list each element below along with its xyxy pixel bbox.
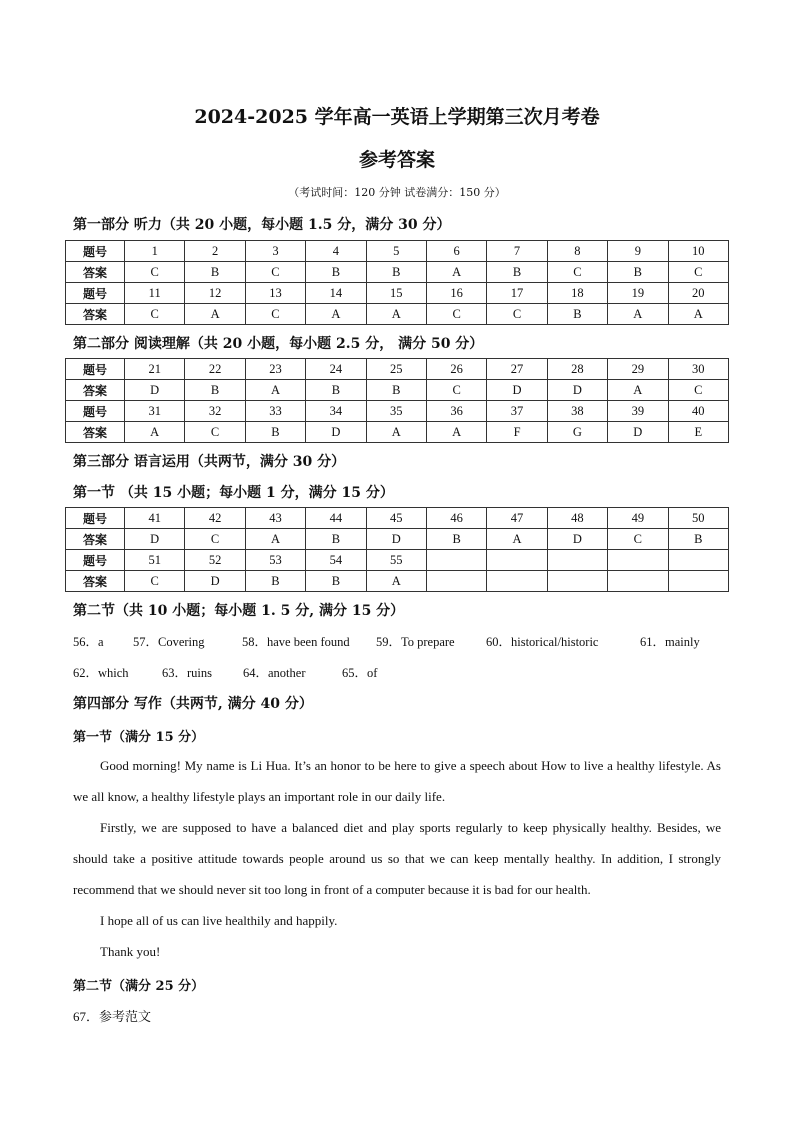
answer-cell: F (487, 422, 547, 443)
answer-58: 58．have been found (242, 635, 350, 649)
answer-cell (668, 571, 728, 592)
answer-cell: C (426, 380, 486, 401)
answer-65: 65．of (342, 666, 378, 680)
answer-cell: D (125, 529, 185, 550)
question-number-cell: 53 (245, 550, 305, 571)
part1-heading: 第一部分 听力（共 20 小题，每小题 1.5 分，满分 30 分） (73, 217, 451, 233)
answer-57: 57．Covering (133, 635, 205, 649)
table-row (66, 422, 729, 443)
question-number-cell: 50 (668, 508, 728, 529)
answer-cell (487, 571, 547, 592)
question-number-cell: 3 (245, 241, 305, 262)
answer-cell: C (608, 529, 668, 550)
answer-cell: B (245, 571, 305, 592)
answer-cell: D (185, 571, 245, 592)
question-number-cell: 16 (426, 283, 486, 304)
row-label-answer: 答案 (66, 422, 125, 443)
answer-62: 62．which (73, 666, 129, 680)
part4-section2-heading: 第二节（满分 25 分） (73, 979, 205, 994)
table-row (66, 241, 729, 262)
answer-cell: C (125, 304, 185, 325)
question-number-cell: 40 (668, 401, 728, 422)
table-row (66, 283, 729, 304)
answer-cell: B (306, 380, 366, 401)
answer-cell: B (426, 529, 486, 550)
answer-59: 59．To prepare (376, 635, 455, 649)
question-number-cell: 10 (668, 241, 728, 262)
table-row (66, 380, 729, 401)
answer-cell (547, 571, 607, 592)
question-number-cell: 30 (668, 359, 728, 380)
question-number-cell: 37 (487, 401, 547, 422)
question-number-cell: 46 (426, 508, 486, 529)
answer-cell: C (668, 380, 728, 401)
answer-56: 56．a (73, 635, 104, 649)
question-number-cell (547, 550, 607, 571)
part2-answer-table (65, 358, 729, 443)
question-number-cell: 47 (487, 508, 547, 529)
question-number-cell: 42 (185, 508, 245, 529)
part4-heading: 第四部分 写作（共两节, 满分 40 分） (73, 696, 313, 712)
answer-cell: A (185, 304, 245, 325)
item-67-label: 67．参考范文 (73, 1009, 152, 1024)
row-label-question-number: 题号 (66, 550, 125, 571)
question-number-cell: 33 (245, 401, 305, 422)
answer-cell: A (245, 380, 305, 401)
answer-cell: D (125, 380, 185, 401)
part3-answer-table (65, 507, 729, 592)
question-number-cell: 26 (426, 359, 486, 380)
answer-cell: C (426, 304, 486, 325)
question-number-cell: 12 (185, 283, 245, 304)
question-number-cell: 9 (608, 241, 668, 262)
answer-cell: C (487, 304, 547, 325)
answer-cell: B (245, 422, 305, 443)
answer-cell: C (185, 422, 245, 443)
question-number-cell: 25 (366, 359, 426, 380)
question-number-cell: 23 (245, 359, 305, 380)
answer-cell: A (366, 422, 426, 443)
question-number-cell: 7 (487, 241, 547, 262)
essay-paragraph: Good morning! My name is Li Hua. It’s an honor to be here to give a speech about How to live a healthy lifestyle. As we all know, a healthy lifestyle plays an important role in our daily life. (73, 758, 721, 804)
answer-cell: B (306, 529, 366, 550)
table-row (66, 529, 729, 550)
answer-cell: A (608, 304, 668, 325)
row-label-answer: 答案 (66, 380, 125, 401)
row-label-answer: 答案 (66, 529, 125, 550)
answer-cell: C (185, 529, 245, 550)
part3-section1-heading: 第一节 （共 15 小题；每小题 1 分，满分 15 分） (73, 485, 394, 501)
answer-cell: C (547, 262, 607, 283)
part3-heading: 第三部分 语言运用（共两节，满分 30 分） (73, 454, 346, 470)
answer-cell: B (185, 262, 245, 283)
answer-cell: A (668, 304, 728, 325)
question-number-cell: 22 (185, 359, 245, 380)
question-number-cell: 24 (306, 359, 366, 380)
answer-cell: E (668, 422, 728, 443)
answer-cell: D (547, 380, 607, 401)
question-number-cell: 31 (125, 401, 185, 422)
row-label-question-number: 题号 (66, 508, 125, 529)
question-number-cell: 8 (547, 241, 607, 262)
answer-cell: A (245, 529, 305, 550)
question-number-cell: 19 (608, 283, 668, 304)
answer-cell: D (487, 380, 547, 401)
question-number-cell: 43 (245, 508, 305, 529)
table-row (66, 508, 729, 529)
question-number-cell: 18 (547, 283, 607, 304)
answer-cell: D (608, 422, 668, 443)
exam-info: （考试时间：120 分钟 试卷满分：150 分） (288, 186, 506, 199)
essay (73, 750, 721, 967)
page-title: 2024-2025 学年高一英语上学期第三次月考卷 (194, 106, 600, 128)
table-row (66, 304, 729, 325)
question-number-cell: 5 (366, 241, 426, 262)
answer-cell: C (668, 262, 728, 283)
table-row (66, 401, 729, 422)
answer-cell: A (306, 304, 366, 325)
answer-cell: B (366, 262, 426, 283)
question-number-cell: 45 (366, 508, 426, 529)
answer-cell: C (125, 571, 185, 592)
page-subtitle: 参考答案 (358, 149, 435, 171)
answer-63: 63．ruins (162, 666, 213, 680)
question-number-cell: 48 (547, 508, 607, 529)
question-number-cell: 28 (547, 359, 607, 380)
table-row (66, 359, 729, 380)
question-number-cell: 52 (185, 550, 245, 571)
question-number-cell: 32 (185, 401, 245, 422)
question-number-cell (608, 550, 668, 571)
question-number-cell: 15 (366, 283, 426, 304)
answer-cell: D (306, 422, 366, 443)
question-number-cell: 13 (245, 283, 305, 304)
question-number-cell: 17 (487, 283, 547, 304)
question-number-cell (426, 550, 486, 571)
answer-cell: C (125, 262, 185, 283)
question-number-cell: 34 (306, 401, 366, 422)
answer-cell: A (125, 422, 185, 443)
answer-60: 60．historical/historic (486, 635, 599, 649)
question-number-cell: 51 (125, 550, 185, 571)
table-row (66, 262, 729, 283)
answer-cell: A (608, 380, 668, 401)
answer-cell: B (668, 529, 728, 550)
answer-cell: A (487, 529, 547, 550)
answer-cell: D (366, 529, 426, 550)
essay-paragraph: I hope all of us can live healthily and happily. (100, 913, 338, 928)
row-label-answer: 答案 (66, 304, 125, 325)
question-number-cell: 21 (125, 359, 185, 380)
answer-cell: B (547, 304, 607, 325)
question-number-cell: 27 (487, 359, 547, 380)
question-number-cell: 29 (608, 359, 668, 380)
answer-cell: B (608, 262, 668, 283)
table-row (66, 550, 729, 571)
question-number-cell: 38 (547, 401, 607, 422)
answer-cell: G (547, 422, 607, 443)
part1-answer-table (65, 240, 729, 325)
answer-61: 61．mainly (640, 635, 700, 649)
answer-cell: B (185, 380, 245, 401)
question-number-cell: 44 (306, 508, 366, 529)
question-number-cell: 11 (125, 283, 185, 304)
row-label-question-number: 题号 (66, 283, 125, 304)
row-label-question-number: 题号 (66, 359, 125, 380)
row-label-question-number: 题号 (66, 241, 125, 262)
answer-64: 64．another (243, 666, 306, 680)
part4-section1-heading: 第一节（满分 15 分） (73, 730, 205, 745)
row-label-answer: 答案 (66, 571, 125, 592)
question-number-cell: 14 (306, 283, 366, 304)
question-number-cell: 49 (608, 508, 668, 529)
question-number-cell: 2 (185, 241, 245, 262)
answer-cell: C (245, 262, 305, 283)
question-number-cell: 41 (125, 508, 185, 529)
question-number-cell: 20 (668, 283, 728, 304)
question-number-cell: 35 (366, 401, 426, 422)
answer-cell: A (366, 571, 426, 592)
table-row (66, 571, 729, 592)
question-number-cell: 39 (608, 401, 668, 422)
answer-cell: A (426, 262, 486, 283)
question-number-cell: 6 (426, 241, 486, 262)
question-number-cell (668, 550, 728, 571)
answer-cell: B (306, 571, 366, 592)
answer-cell: A (366, 304, 426, 325)
answer-cell: A (426, 422, 486, 443)
question-number-cell: 4 (306, 241, 366, 262)
answer-cell: D (547, 529, 607, 550)
question-number-cell (487, 550, 547, 571)
part2-heading: 第二部分 阅读理解（共 20 小题，每小题 2.5 分， 满分 50 分） (73, 336, 484, 352)
essay-paragraph: Firstly, we are supposed to have a balanced diet and play sports regularly to keep physically healthy. Besides, we should take a positive attitude towards people around us so that we can keep mentally healthy. In addition, I strongly recommend that we should never sit too long in front of a computer because it is bad for our health. (73, 820, 721, 897)
row-label-question-number: 题号 (66, 401, 125, 422)
question-number-cell: 36 (426, 401, 486, 422)
essay-paragraph: Thank you! (100, 944, 161, 959)
answer-cell: B (306, 262, 366, 283)
row-label-answer: 答案 (66, 262, 125, 283)
answer-cell (608, 571, 668, 592)
answer-cell: C (245, 304, 305, 325)
part3-section2-heading: 第二节（共 10 小题；每小题 1. 5 分, 满分 15 分） (73, 603, 405, 619)
question-number-cell: 55 (366, 550, 426, 571)
question-number-cell: 1 (125, 241, 185, 262)
answer-cell: B (487, 262, 547, 283)
answer-cell (426, 571, 486, 592)
answer-cell: B (366, 380, 426, 401)
question-number-cell: 54 (306, 550, 366, 571)
